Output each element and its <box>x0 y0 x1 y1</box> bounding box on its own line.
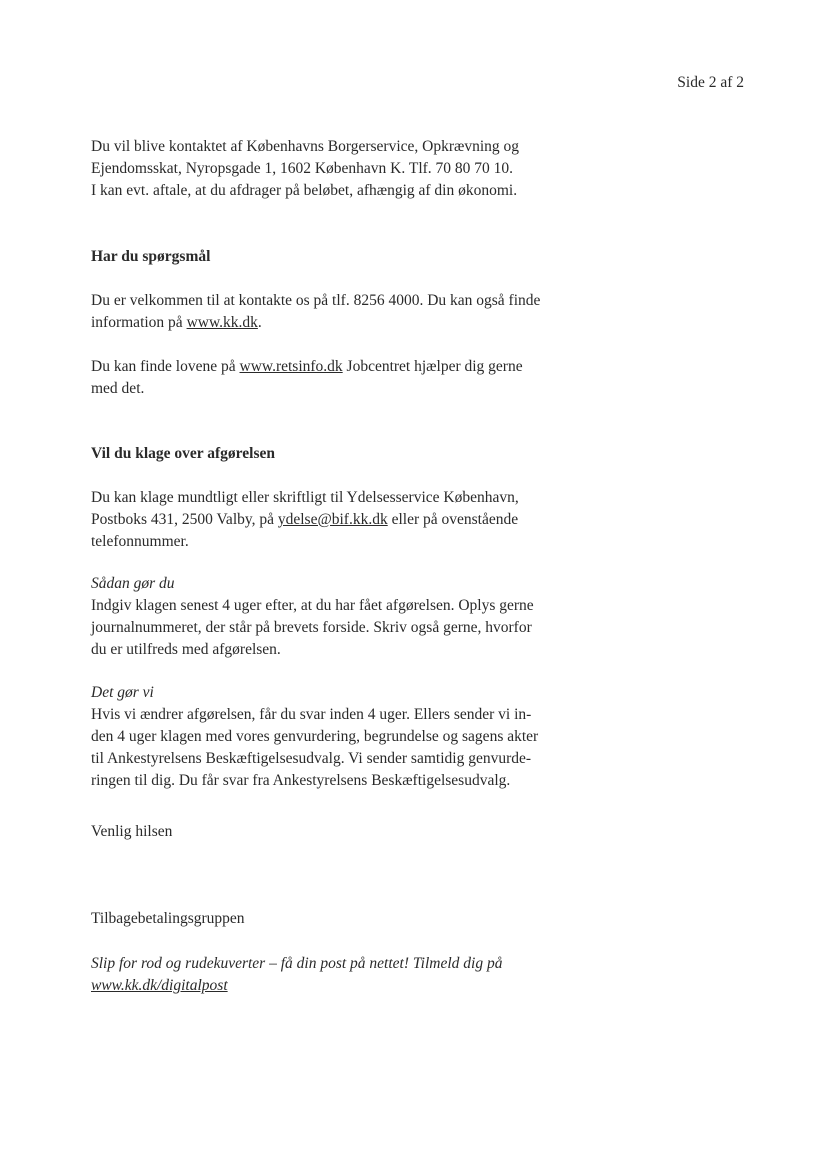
contact-line-3: I kan evt. aftale, at du afdrager på beløbet, afhængig af din økonomi. <box>91 182 518 199</box>
signature-text: Tilbagebetalingsgruppen <box>91 910 245 927</box>
contact-paragraph <box>91 136 591 202</box>
contact-line-1: Du vil blive kontaktet af Københavns Borgerservice, Opkrævning og <box>91 138 520 155</box>
laws-line-1-text: Du kan finde lovene på <box>91 358 240 375</box>
digital-post-line-2 <box>91 975 591 997</box>
laws-line-1 <box>91 356 591 378</box>
welcome-line-2-end: . <box>257 314 262 331</box>
appeal-line-1: Du kan klage mundtligt eller skriftligt til Ydelsesservice København, <box>91 489 519 506</box>
how-to-line-2: journalnummeret, der står på brevets forside. Skriv også gerne, hvorfor <box>91 619 532 636</box>
appeal-heading: Vil du klage over afgørelsen <box>91 445 275 462</box>
what-we-do-line-2: den 4 uger klagen med vores genvurdering, begrundelse og sagens akter <box>91 728 539 745</box>
appeal-line-2-end: eller på ovenstående <box>387 511 519 528</box>
how-to-line-3: du er utilfreds med afgørelsen. <box>91 641 281 658</box>
digital-post-note <box>91 953 591 997</box>
laws-line-1-end: Jobcentret hjælper dig gerne <box>342 358 523 375</box>
welcome-line-2-text: information på <box>91 314 187 331</box>
page-number: Side 2 af 2 <box>677 74 744 91</box>
appeal-line-2-text: Postboks 431, 2500 Valby, på <box>91 511 278 528</box>
contact-line-2: Ejendomsskat, Nyropsgade 1, 1602 København K. Tlf. 70 80 70 10. <box>91 160 514 177</box>
retsinfo-link[interactable]: www.retsinfo.dk <box>239 358 343 375</box>
digital-post-line-1: Slip for rod og rudekuverter – få din post på nettet! Tilmeld dig på <box>91 955 503 972</box>
letter-body <box>91 136 591 997</box>
appeal-email-link[interactable]: ydelse@bif.kk.dk <box>277 511 388 528</box>
welcome-line-1: Du er velkommen til at kontakte os på tlf. 8256 4000. Du kan også finde <box>91 292 541 309</box>
kk-website-link[interactable]: www.kk.dk <box>186 314 258 331</box>
laws-line-2: med det. <box>91 380 145 397</box>
regards-text: Venlig hilsen <box>91 823 173 840</box>
appeal-paragraph <box>91 487 591 553</box>
what-we-do-line-4: ringen til dig. Du får svar fra Ankestyrelsens Beskæftigelsesudvalg. <box>91 772 511 789</box>
what-we-do-paragraph <box>91 704 591 792</box>
what-we-do-line-1: Hvis vi ændrer afgørelsen, får du svar inden 4 uger. Ellers sender vi in- <box>91 706 532 723</box>
how-to-line-1: Indgiv klagen senest 4 uger efter, at du har fået afgørelsen. Oplys gerne <box>91 597 534 614</box>
how-to-subheading: Sådan gør du <box>91 575 175 592</box>
what-we-do-subheading: Det gør vi <box>91 684 154 701</box>
welcome-paragraph <box>91 290 591 334</box>
digital-post-link[interactable]: www.kk.dk/digitalpost <box>91 977 228 994</box>
questions-heading: Har du spørgsmål <box>91 248 211 265</box>
what-we-do-line-3: til Ankestyrelsens Beskæftigelsesudvalg. Vi sender samtidig genvurde- <box>91 750 532 767</box>
appeal-line-2 <box>91 509 591 531</box>
appeal-line-3: telefonnummer. <box>91 533 189 550</box>
how-to-paragraph <box>91 595 591 661</box>
welcome-line-2 <box>91 312 591 334</box>
laws-paragraph <box>91 356 591 400</box>
